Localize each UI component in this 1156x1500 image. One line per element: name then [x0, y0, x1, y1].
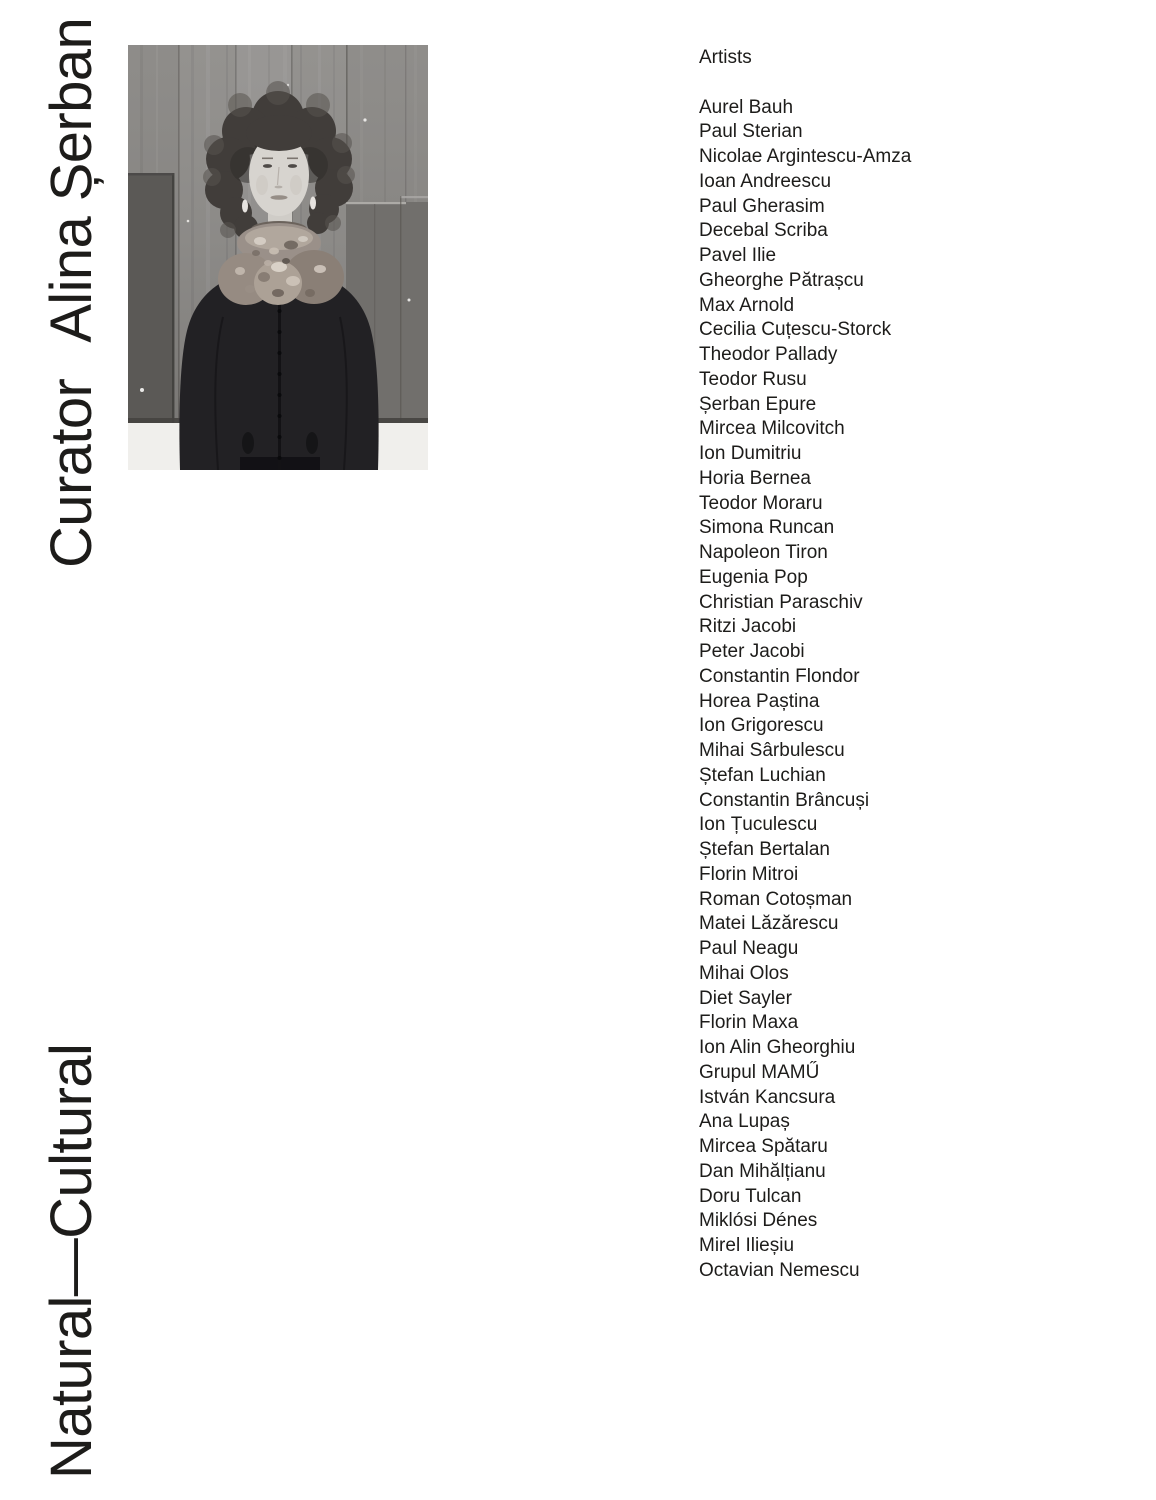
artist-name: Simona Runcan: [699, 517, 835, 539]
artist-name: Teodor Rusu: [699, 368, 807, 390]
artist-name: Aurel Bauh: [699, 96, 794, 118]
artist-name: Ștefan Luchian: [699, 764, 826, 786]
artist-name: Peter Jacobi: [699, 641, 805, 662]
artist-name: Cecilia Cuțescu-Storck: [699, 319, 892, 341]
artist-name: Decebal Scriba: [699, 220, 828, 242]
artist-name: Pavel Ilie: [699, 245, 777, 266]
artist-name: Dan Mihălțianu: [699, 1160, 826, 1182]
artists-section: [699, 46, 911, 1284]
artists-heading: Artists: [699, 47, 752, 68]
artist-name: Constantin Brâncuși: [699, 789, 870, 811]
artist-name: Ștefan Bertalan: [699, 839, 830, 860]
artist-name: Matei Lăzărescu: [699, 913, 839, 935]
portrait-photo-image: [128, 45, 428, 470]
artist-name: Ion Țuculescu: [699, 814, 818, 836]
artist-name: Roman Cotoșman: [699, 888, 853, 910]
artist-name: Nicolae Argintescu-Amza: [699, 146, 912, 167]
artist-name: Paul Gherasim: [699, 195, 825, 217]
artist-name: Gheorghe Pătrașcu: [699, 269, 864, 291]
artist-name: Ion Alin Gheorghiu: [699, 1037, 856, 1058]
artist-name: Teodor Moraru: [699, 492, 823, 514]
artist-name: Octavian Nemescu: [699, 1259, 860, 1281]
artist-name: Paul Neagu: [699, 938, 799, 959]
artist-name: Ana Lupaș: [699, 1111, 790, 1133]
artist-name: Mirel Ilieșiu: [699, 1235, 795, 1256]
artist-name: Paul Sterian: [699, 121, 803, 143]
curator-name-label: Alina Șerban: [39, 17, 104, 343]
artist-name: Grupul MAMŰ: [699, 1061, 820, 1083]
artist-name: Horea Paștina: [699, 690, 820, 712]
artist-name: Miklósi Dénes: [699, 1210, 818, 1232]
artist-name: Theodor Pallady: [699, 344, 838, 365]
artist-name: Horia Bernea: [699, 467, 811, 489]
artist-name: Constantin Flondor: [699, 665, 860, 687]
artist-name: Mihai Olos: [699, 962, 789, 984]
artist-name: Napoleon Tiron: [699, 542, 828, 563]
artist-name: Christian Paraschiv: [699, 591, 863, 613]
artist-name: Florin Mitroi: [699, 863, 799, 885]
artist-name: Ion Grigorescu: [699, 715, 824, 737]
artist-name: Diet Sayler: [699, 987, 792, 1009]
artist-name: Doru Tulcan: [699, 1185, 802, 1207]
artists-list: [699, 96, 911, 1284]
artist-name: Șerban Epure: [699, 393, 817, 415]
artist-name: Eugenia Pop: [699, 566, 808, 588]
exhibition-title: Natural—Cultural: [39, 1043, 104, 1479]
artist-name: Ritzi Jacobi: [699, 616, 797, 638]
artist-name: István Kancsura: [699, 1086, 836, 1108]
curator-role-label: Curator: [39, 378, 104, 568]
artist-name: Mircea Milcovitch: [699, 418, 845, 440]
curator-portrait-photo: [128, 45, 428, 470]
artist-name: Ioan Andreescu: [699, 170, 832, 192]
artist-name: Mihai Sârbulescu: [699, 740, 845, 761]
artist-name: Max Arnold: [699, 294, 795, 316]
artist-name: Ion Dumitriu: [699, 443, 802, 464]
artist-name: Florin Maxa: [699, 1012, 799, 1034]
artist-name: Mircea Spătaru: [699, 1136, 828, 1157]
